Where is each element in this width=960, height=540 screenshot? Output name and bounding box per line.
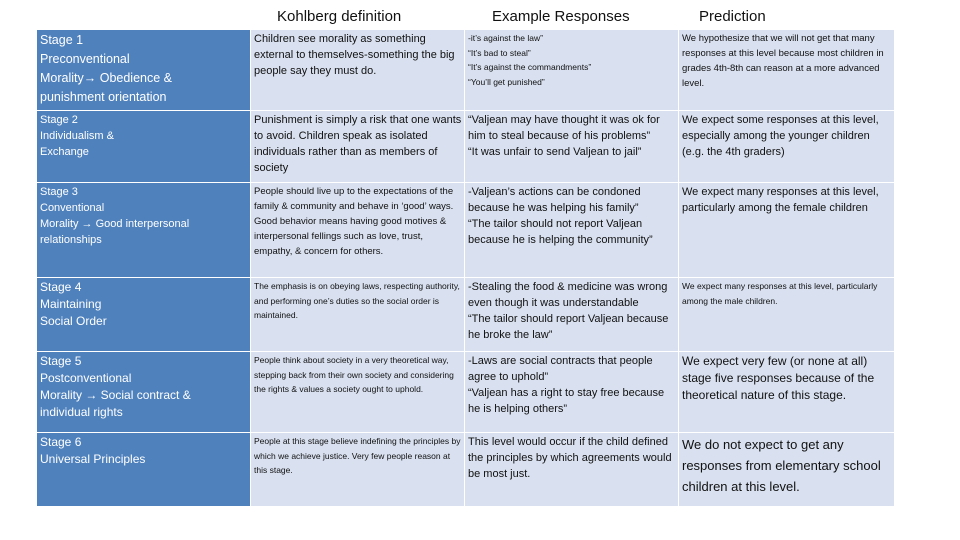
stage-line: Social Order bbox=[40, 314, 107, 328]
stage-line: Preconventional bbox=[40, 52, 130, 66]
stage-line: Conventional bbox=[40, 202, 105, 214]
stage-line: Stage 3 bbox=[40, 186, 78, 198]
definition-cell: Children see morality as something external to themselves-something the big people say they must do. bbox=[251, 30, 465, 111]
stage-cell bbox=[37, 433, 251, 507]
examples-cell: -Valjean’s actions can be condoned because he was helping his family” “The tailor should not report Valjean because he is helping the community” bbox=[465, 183, 679, 278]
prediction-cell: We expect very few (or none at all) stage five responses because of the theoretical nature of this stage. bbox=[679, 352, 895, 433]
stage-line: Individualism & bbox=[40, 130, 114, 142]
table-row bbox=[37, 352, 895, 433]
stage-line: Exchange bbox=[40, 146, 89, 158]
stage-line: Postconventional bbox=[40, 371, 132, 385]
table-row bbox=[37, 183, 895, 278]
stage-line: Stage 1 bbox=[40, 33, 84, 47]
prediction-cell: We do not expect to get any responses from elementary school children at this level. bbox=[679, 433, 895, 507]
stage-line: Stage 5 bbox=[40, 354, 82, 368]
stage-cell bbox=[37, 30, 251, 111]
table-row bbox=[37, 278, 895, 352]
table-row bbox=[37, 111, 895, 183]
stage-line: Stage 4 bbox=[40, 280, 82, 294]
prediction-cell: We hypothesize that we will not get that many responses at this level because most children in grades 4th-8th can reason at a more advanced level. bbox=[679, 30, 895, 111]
definition-cell: People think about society in a very theoretical way, stepping back from their own society and considering the rights & values a society ought to uphold. bbox=[251, 352, 465, 433]
definition-cell: People should live up to the expectations of the family & community and behave in ‘good’ ways. Good behavior means having good motives & interpersonal fellings such as love, trust, empathy, & concern for others. bbox=[251, 183, 465, 278]
stage-line: Morality→ Obedience & bbox=[40, 71, 173, 85]
examples-cell: -Stealing the food & medicine was wrong even though it was understandable “The tailor should report Valjean because he broke the law” bbox=[465, 278, 679, 352]
stage-cell bbox=[37, 111, 251, 183]
kohlberg-table bbox=[36, 29, 895, 507]
stage-line: punishment orientation bbox=[40, 90, 167, 104]
header-prediction: Prediction bbox=[699, 8, 766, 25]
stage-line: Morality → Social contract & bbox=[40, 388, 191, 402]
examples-cell: -Laws are social contracts that people agree to uphold” “Valjean has a right to stay free because he is helping others” bbox=[465, 352, 679, 433]
stage-line: individual rights bbox=[40, 405, 123, 419]
stage-cell bbox=[37, 183, 251, 278]
prediction-cell: We expect many responses at this level, particularly among the male children. bbox=[679, 278, 895, 352]
header-definition: Kohlberg definition bbox=[277, 8, 402, 25]
stage-cell bbox=[37, 352, 251, 433]
prediction-cell: We expect many responses at this level, particularly among the female children bbox=[679, 183, 895, 278]
stage-line: Morality → Good interpersonal bbox=[40, 218, 190, 230]
examples-cell: -it’s against the law” “It’s bad to steal” “It’s against the commandments” “You’ll get punished” bbox=[465, 30, 679, 111]
stage-line: Universal Principles bbox=[40, 452, 146, 466]
stage-line: Stage 6 bbox=[40, 435, 82, 449]
stage-line: Stage 2 bbox=[40, 114, 78, 126]
stage-line: relationships bbox=[40, 234, 102, 246]
definition-cell: People at this stage believe indefining the principles by which we achieve justice. Very few people reason at this stage. bbox=[251, 433, 465, 507]
examples-cell: “Valjean may have thought it was ok for him to steal because of his problems” “It was unfair to send Valjean to jail” bbox=[465, 111, 679, 183]
stage-cell bbox=[37, 278, 251, 352]
prediction-cell: We expect some responses at this level, especially among the younger children (e.g. the 4th graders) bbox=[679, 111, 895, 183]
table-row bbox=[37, 30, 895, 111]
table-row bbox=[37, 433, 895, 507]
definition-cell: The emphasis is on obeying laws, respecting authority, and performing one’s duties so the social order is maintained. bbox=[251, 278, 465, 352]
header-examples: Example Responses bbox=[492, 8, 630, 25]
definition-cell: Punishment is simply a risk that one wants to avoid. Children speak as isolated individuals rather than as members of society bbox=[251, 111, 465, 183]
stage-line: Maintaining bbox=[40, 297, 102, 311]
examples-cell: This level would occur if the child defined the principles by which agreements would be most just. bbox=[465, 433, 679, 507]
